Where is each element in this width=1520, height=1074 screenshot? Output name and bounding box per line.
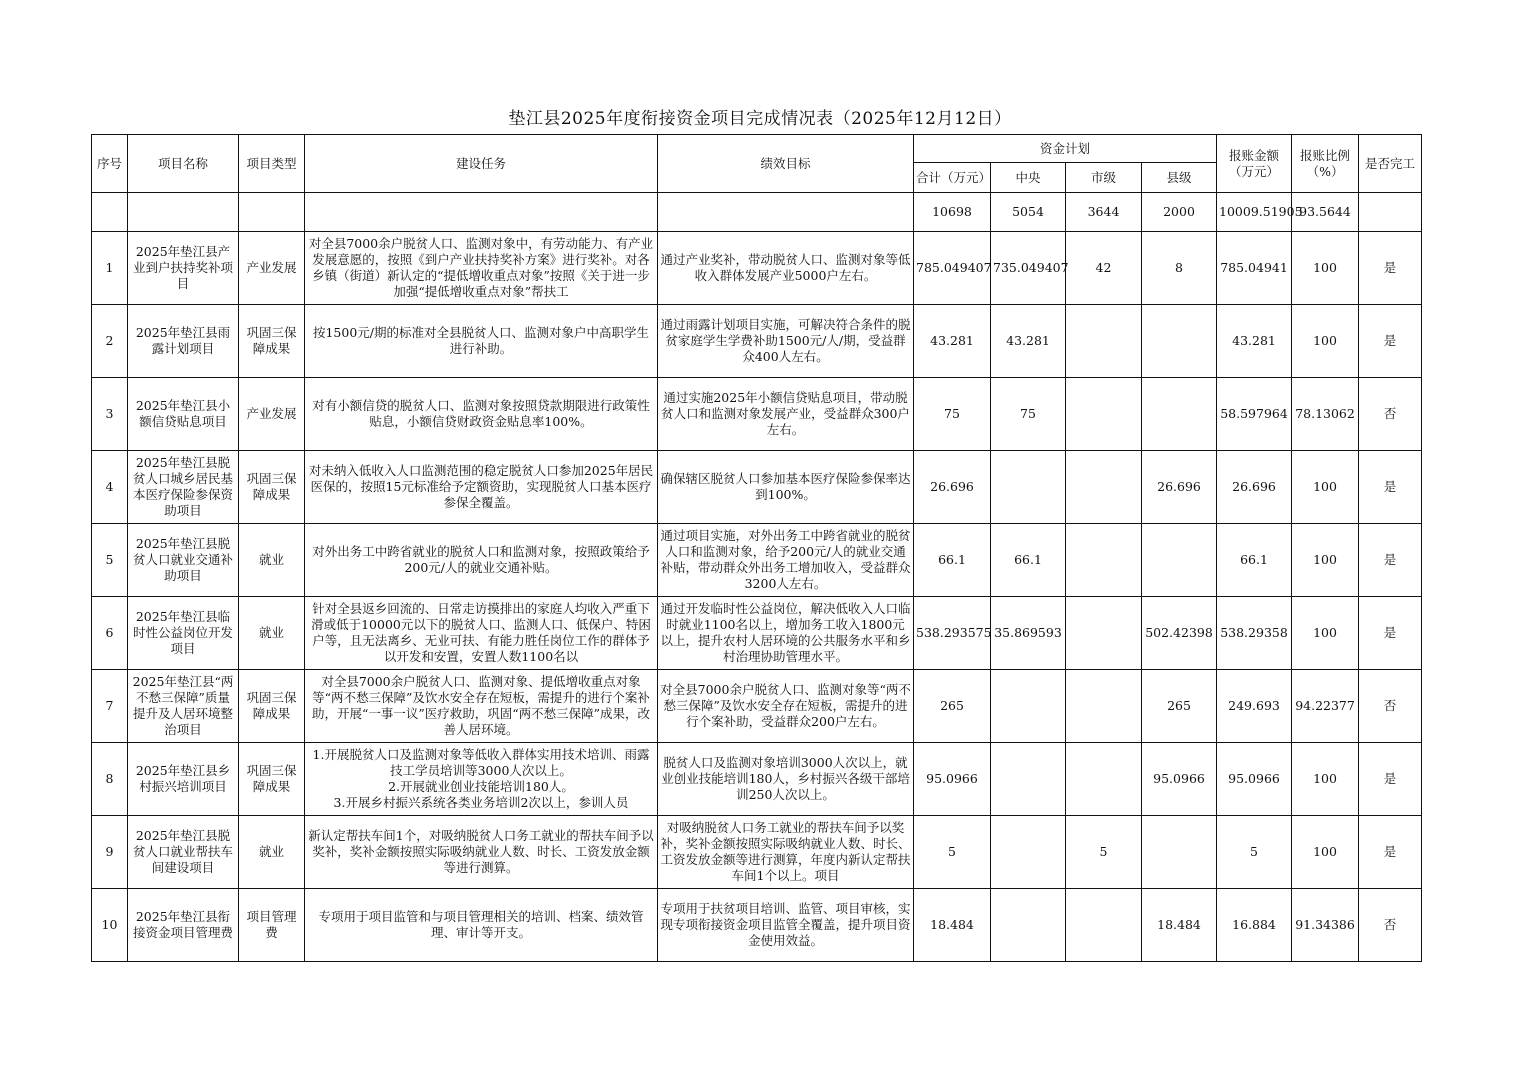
- row-performance-goal: [658, 232, 914, 305]
- row-fund-city: [1066, 451, 1142, 524]
- row-seq: 9: [92, 816, 128, 889]
- header-ratio: 报账比例（%）: [1292, 135, 1359, 193]
- row-project-name: 2025年垫江县衔接资金项目管理费: [128, 889, 239, 962]
- header-seq: 序号: [92, 135, 128, 193]
- row-performance-goal-text: 通过雨露计划项目实施，可解决符合条件的脱贫家庭学生学费补助1500元/人/期，受益群众400人左右。: [660, 317, 911, 364]
- totals-reimbursed: 10009.51905: [1217, 193, 1292, 232]
- table-row: [92, 597, 1422, 670]
- row-project-type: 巩固三保障成果: [239, 743, 305, 816]
- totals-central: 5054: [991, 193, 1066, 232]
- page-title: 垫江县2025年度衔接资金项目完成情况表（2025年12月12日）: [508, 109, 1012, 129]
- row-performance-goal-text: 确保辖区脱贫人口参加基本医疗保险参保率达到100%。: [660, 471, 911, 502]
- row-seq: 4: [92, 451, 128, 524]
- table-row: [92, 670, 1422, 743]
- row-fund-total: 18.484: [914, 889, 991, 962]
- row-seq: 5: [92, 524, 128, 597]
- row-completed: 是: [1359, 524, 1422, 597]
- row-fund-county: 26.696: [1142, 451, 1217, 524]
- row-seq: 3: [92, 378, 128, 451]
- row-fund-city: [1066, 743, 1142, 816]
- row-fund-county: [1142, 816, 1217, 889]
- row-reimbursed-amount: 43.281: [1217, 305, 1292, 378]
- row-fund-city: 5: [1066, 816, 1142, 889]
- row-project-type: 巩固三保障成果: [239, 305, 305, 378]
- row-fund-city: 42: [1066, 232, 1142, 305]
- row-fund-county: [1142, 305, 1217, 378]
- row-construction-task: [305, 816, 658, 889]
- row-fund-county: [1142, 524, 1217, 597]
- row-construction-task: [305, 670, 658, 743]
- header-reimbursed: 报账金额（万元）: [1217, 135, 1292, 193]
- row-completed: 是: [1359, 451, 1422, 524]
- row-fund-total: 66.1: [914, 524, 991, 597]
- row-fund-total: 265: [914, 670, 991, 743]
- row-construction-task: [305, 378, 658, 451]
- row-project-type: 项目管理费: [239, 889, 305, 962]
- row-performance-goal-text: 通过开发临时性公益岗位，解决低收入人口临时就业1100名以上，增加务工收入1800元以上，提升农村人居环境的公共服务水平和乡村治理协助管理水平。: [660, 601, 911, 664]
- row-fund-central: [991, 451, 1066, 524]
- row-fund-total: 75: [914, 378, 991, 451]
- row-performance-goal-text: 脱贫人口及监测对象培训3000人次以上，就业创业技能培训180人，乡村振兴各级干部培训250人次以上。: [661, 755, 910, 802]
- row-performance-goal: [658, 305, 914, 378]
- row-performance-goal: [658, 597, 914, 670]
- row-performance-goal-text: 对吸纳脱贫人口务工就业的帮扶车间予以奖补，奖补金额按照实际吸纳就业人数、时长、工资发放金额等进行测算，年度内新认定帮扶车间1个以上。项目: [660, 820, 911, 883]
- row-seq: 6: [92, 597, 128, 670]
- row-completed: 是: [1359, 305, 1422, 378]
- row-project-type: 就业: [239, 524, 305, 597]
- row-fund-county: 8: [1142, 232, 1217, 305]
- row-reimbursed-amount: 249.693: [1217, 670, 1292, 743]
- row-fund-total: 5: [914, 816, 991, 889]
- row-project-type: 巩固三保障成果: [239, 451, 305, 524]
- row-performance-goal-text: 专项用于扶贫项目培训、监管、项目审核，实现专项衔接资金项目监管全覆盖，提升项目资金使用效益。: [660, 901, 911, 948]
- table-row: [92, 889, 1422, 962]
- totals-empty-cell: [128, 193, 239, 232]
- header-fund-plan: 资金计划: [914, 135, 1217, 163]
- row-project-type: 产业发展: [239, 232, 305, 305]
- header-done: 是否完工: [1359, 135, 1422, 193]
- row-construction-task: [305, 889, 658, 962]
- row-project-name: 2025年垫江县小额信贷贴息项目: [128, 378, 239, 451]
- row-construction-task-text: 对全县7000余户脱贫人口、监测对象、提低增收重点对象等“两不愁三保障”及饮水安全存在短板，需提升的进行个案补助，开展“一事一议”医疗救助，巩固“两不愁三保障”成果，改善人居环境。: [311, 674, 651, 737]
- row-reimbursed-amount: 5: [1217, 816, 1292, 889]
- table-row: [92, 378, 1422, 451]
- row-fund-total: 43.281: [914, 305, 991, 378]
- row-reimbursed-amount: 58.597964: [1217, 378, 1292, 451]
- header-goal: 绩效目标: [658, 135, 914, 193]
- table-row: [92, 305, 1422, 378]
- row-reimbursed-amount: 16.884: [1217, 889, 1292, 962]
- row-performance-goal-text: 通过产业奖补，带动脱贫人口、监测对象等低收入群体发展产业5000户左右。: [660, 252, 911, 283]
- row-reimbursed-ratio: 91.34386: [1292, 889, 1359, 962]
- header-central: 中央: [991, 163, 1066, 193]
- row-fund-total: 538.293575: [914, 597, 991, 670]
- table-row: [92, 524, 1422, 597]
- header-name: 项目名称: [128, 135, 239, 193]
- row-reimbursed-ratio: 100: [1292, 743, 1359, 816]
- row-fund-central: [991, 889, 1066, 962]
- header-total: 合计（万元）: [914, 163, 991, 193]
- row-construction-task: [305, 305, 658, 378]
- row-performance-goal-text: 通过实施2025年小额信贷贴息项目，带动脱贫人口和监测对象发展产业，受益群众300户左右。: [661, 390, 910, 437]
- row-performance-goal-text: 对全县7000余户脱贫人口、监测对象等“两不愁三保障”及饮水安全存在短板，需提升的进行个案补助，受益群众200户左右。: [660, 682, 911, 729]
- row-fund-central: 35.869593: [991, 597, 1066, 670]
- row-seq: 8: [92, 743, 128, 816]
- row-project-type: 巩固三保障成果: [239, 670, 305, 743]
- row-completed: 是: [1359, 597, 1422, 670]
- row-fund-city: [1066, 524, 1142, 597]
- row-performance-goal: [658, 889, 914, 962]
- totals-empty-cell: [1359, 193, 1422, 232]
- totals-county: 2000: [1142, 193, 1217, 232]
- row-project-name: 2025年垫江县产业到户扶持奖补项目: [128, 232, 239, 305]
- row-construction-task-text: 1.开展脱贫人口及监测对象等低收入群体实用技术培训、雨露技工学员培训等3000人次以上。 2.开展就业创业技能培训180人。 3.开展乡村振兴系统各类业务培训2次以上，参训人员: [312, 747, 650, 810]
- totals-total: 10698: [914, 193, 991, 232]
- row-construction-task: [305, 597, 658, 670]
- totals-empty-cell: [92, 193, 128, 232]
- row-fund-city: [1066, 305, 1142, 378]
- row-project-name: 2025年垫江县脱贫人口城乡居民基本医疗保险参保资助项目: [128, 451, 239, 524]
- row-fund-central: 735.049407: [991, 232, 1066, 305]
- row-performance-goal: [658, 816, 914, 889]
- row-completed: 否: [1359, 378, 1422, 451]
- row-reimbursed-ratio: 100: [1292, 524, 1359, 597]
- row-construction-task-text: 对未纳入低收入人口监测范围的稳定脱贫人口参加2025年居民医保的，按照15元标准给予定额资助，实现脱贫人口基本医疗参保全覆盖。: [308, 463, 654, 510]
- row-fund-county: 95.0966: [1142, 743, 1217, 816]
- row-performance-goal: [658, 524, 914, 597]
- row-fund-central: 66.1: [991, 524, 1066, 597]
- row-reimbursed-amount: 26.696: [1217, 451, 1292, 524]
- row-fund-central: 43.281: [991, 305, 1066, 378]
- row-project-name: 2025年垫江县脱贫人口就业帮扶车间建设项目: [128, 816, 239, 889]
- row-performance-goal-text: 通过项目实施，对外出务工中跨省就业的脱贫人口和监测对象，给予200元/人的就业交通补贴，带动群众外出务工增加收入，受益群众3200人左右。: [660, 528, 911, 591]
- row-reimbursed-ratio: 94.22377: [1292, 670, 1359, 743]
- row-reimbursed-amount: 785.04941: [1217, 232, 1292, 305]
- row-project-name: 2025年垫江县乡村振兴培训项目: [128, 743, 239, 816]
- header-city: 市级: [1066, 163, 1142, 193]
- row-seq: 1: [92, 232, 128, 305]
- table-row: [92, 743, 1422, 816]
- totals-city: 3644: [1066, 193, 1142, 232]
- row-fund-county: 265: [1142, 670, 1217, 743]
- row-construction-task-text: 专项用于项目监管和与项目管理相关的培训、档案、绩效管理、审计等开支。: [318, 909, 644, 940]
- row-project-type: 就业: [239, 597, 305, 670]
- header-county: 县级: [1142, 163, 1217, 193]
- row-construction-task: [305, 524, 658, 597]
- row-construction-task-text: 针对全县返乡回流的、日常走访摸排出的家庭人均收入严重下滑或低于10000元以下的脱贫人口、监测人口、低保户、特困户等，且无法离乡、无业可扶、有能力胜任岗位工作的群体予以开发和安置，安置人数1100名以: [311, 601, 651, 664]
- row-reimbursed-ratio: 100: [1292, 451, 1359, 524]
- row-fund-county: [1142, 378, 1217, 451]
- row-project-name: 2025年垫江县雨露计划项目: [128, 305, 239, 378]
- row-construction-task-text: 新认定帮扶车间1个，对吸纳脱贫人口务工就业的帮扶车间予以奖补，奖补金额按照实际吸纳就业人数、时长、工资发放金额等进行测算。: [308, 828, 654, 875]
- row-reimbursed-amount: 95.0966: [1217, 743, 1292, 816]
- row-reimbursed-amount: 66.1: [1217, 524, 1292, 597]
- row-completed: 是: [1359, 816, 1422, 889]
- table-row: [92, 232, 1422, 305]
- row-reimbursed-ratio: 100: [1292, 232, 1359, 305]
- row-construction-task-text: 对全县7000余户脱贫人口、监测对象中，有劳动能力、有产业发展意愿的，按照《到户产业扶持奖补方案》进行奖补。对各乡镇（街道）新认定的“提低增收重点对象”按照《关于进一步加强“提低增收重点对象”帮扶工: [308, 236, 654, 299]
- row-performance-goal: [658, 451, 914, 524]
- row-performance-goal: [658, 378, 914, 451]
- row-fund-total: 26.696: [914, 451, 991, 524]
- row-construction-task-text: 按1500元/期的标准对全县脱贫人口、监测对象户中高职学生进行补助。: [312, 325, 650, 356]
- project-table: [91, 134, 1422, 962]
- totals-ratio: 93.5644: [1292, 193, 1359, 232]
- row-fund-central: 75: [991, 378, 1066, 451]
- row-fund-city: [1066, 597, 1142, 670]
- row-fund-total: 95.0966: [914, 743, 991, 816]
- row-fund-county: 502.42398: [1142, 597, 1217, 670]
- row-fund-city: [1066, 670, 1142, 743]
- row-completed: 是: [1359, 232, 1422, 305]
- row-completed: 是: [1359, 743, 1422, 816]
- row-project-name: 2025年垫江县“两不愁三保障”质量提升及人居环境整治项目: [128, 670, 239, 743]
- row-reimbursed-ratio: 78.13062: [1292, 378, 1359, 451]
- row-reimbursed-ratio: 100: [1292, 597, 1359, 670]
- row-project-type: 产业发展: [239, 378, 305, 451]
- row-fund-central: [991, 670, 1066, 743]
- row-seq: 7: [92, 670, 128, 743]
- row-reimbursed-ratio: 100: [1292, 305, 1359, 378]
- row-construction-task: [305, 451, 658, 524]
- row-reimbursed-ratio: 100: [1292, 816, 1359, 889]
- table-row: [92, 816, 1422, 889]
- table-row: [92, 451, 1422, 524]
- row-completed: 否: [1359, 889, 1422, 962]
- row-construction-task-text: 对有小额信贷的脱贫人口、监测对象按照贷款期限进行政策性贴息，小额信贷财政资金贴息率100%。: [312, 398, 650, 429]
- header-task: 建设任务: [305, 135, 658, 193]
- row-fund-county: 18.484: [1142, 889, 1217, 962]
- row-fund-central: [991, 816, 1066, 889]
- totals-row: [92, 193, 1422, 232]
- row-seq: 10: [92, 889, 128, 962]
- row-reimbursed-amount: 538.29358: [1217, 597, 1292, 670]
- row-construction-task: [305, 232, 658, 305]
- row-construction-task-text: 对外出务工中跨省就业的脱贫人口和监测对象，按照政策给予200元/人的就业交通补贴。: [312, 544, 650, 575]
- row-seq: 2: [92, 305, 128, 378]
- row-fund-total: 785.049407: [914, 232, 991, 305]
- row-fund-city: [1066, 889, 1142, 962]
- row-performance-goal: [658, 670, 914, 743]
- row-fund-central: [991, 743, 1066, 816]
- row-project-type: 就业: [239, 816, 305, 889]
- row-fund-city: [1066, 378, 1142, 451]
- row-performance-goal: [658, 743, 914, 816]
- totals-empty-cell: [305, 193, 658, 232]
- totals-empty-cell: [239, 193, 305, 232]
- row-project-name: 2025年垫江县临时性公益岗位开发项目: [128, 597, 239, 670]
- row-construction-task: [305, 743, 658, 816]
- totals-empty-cell: [658, 193, 914, 232]
- header-type: 项目类型: [239, 135, 305, 193]
- row-completed: 否: [1359, 670, 1422, 743]
- row-project-name: 2025年垫江县脱贫人口就业交通补助项目: [128, 524, 239, 597]
